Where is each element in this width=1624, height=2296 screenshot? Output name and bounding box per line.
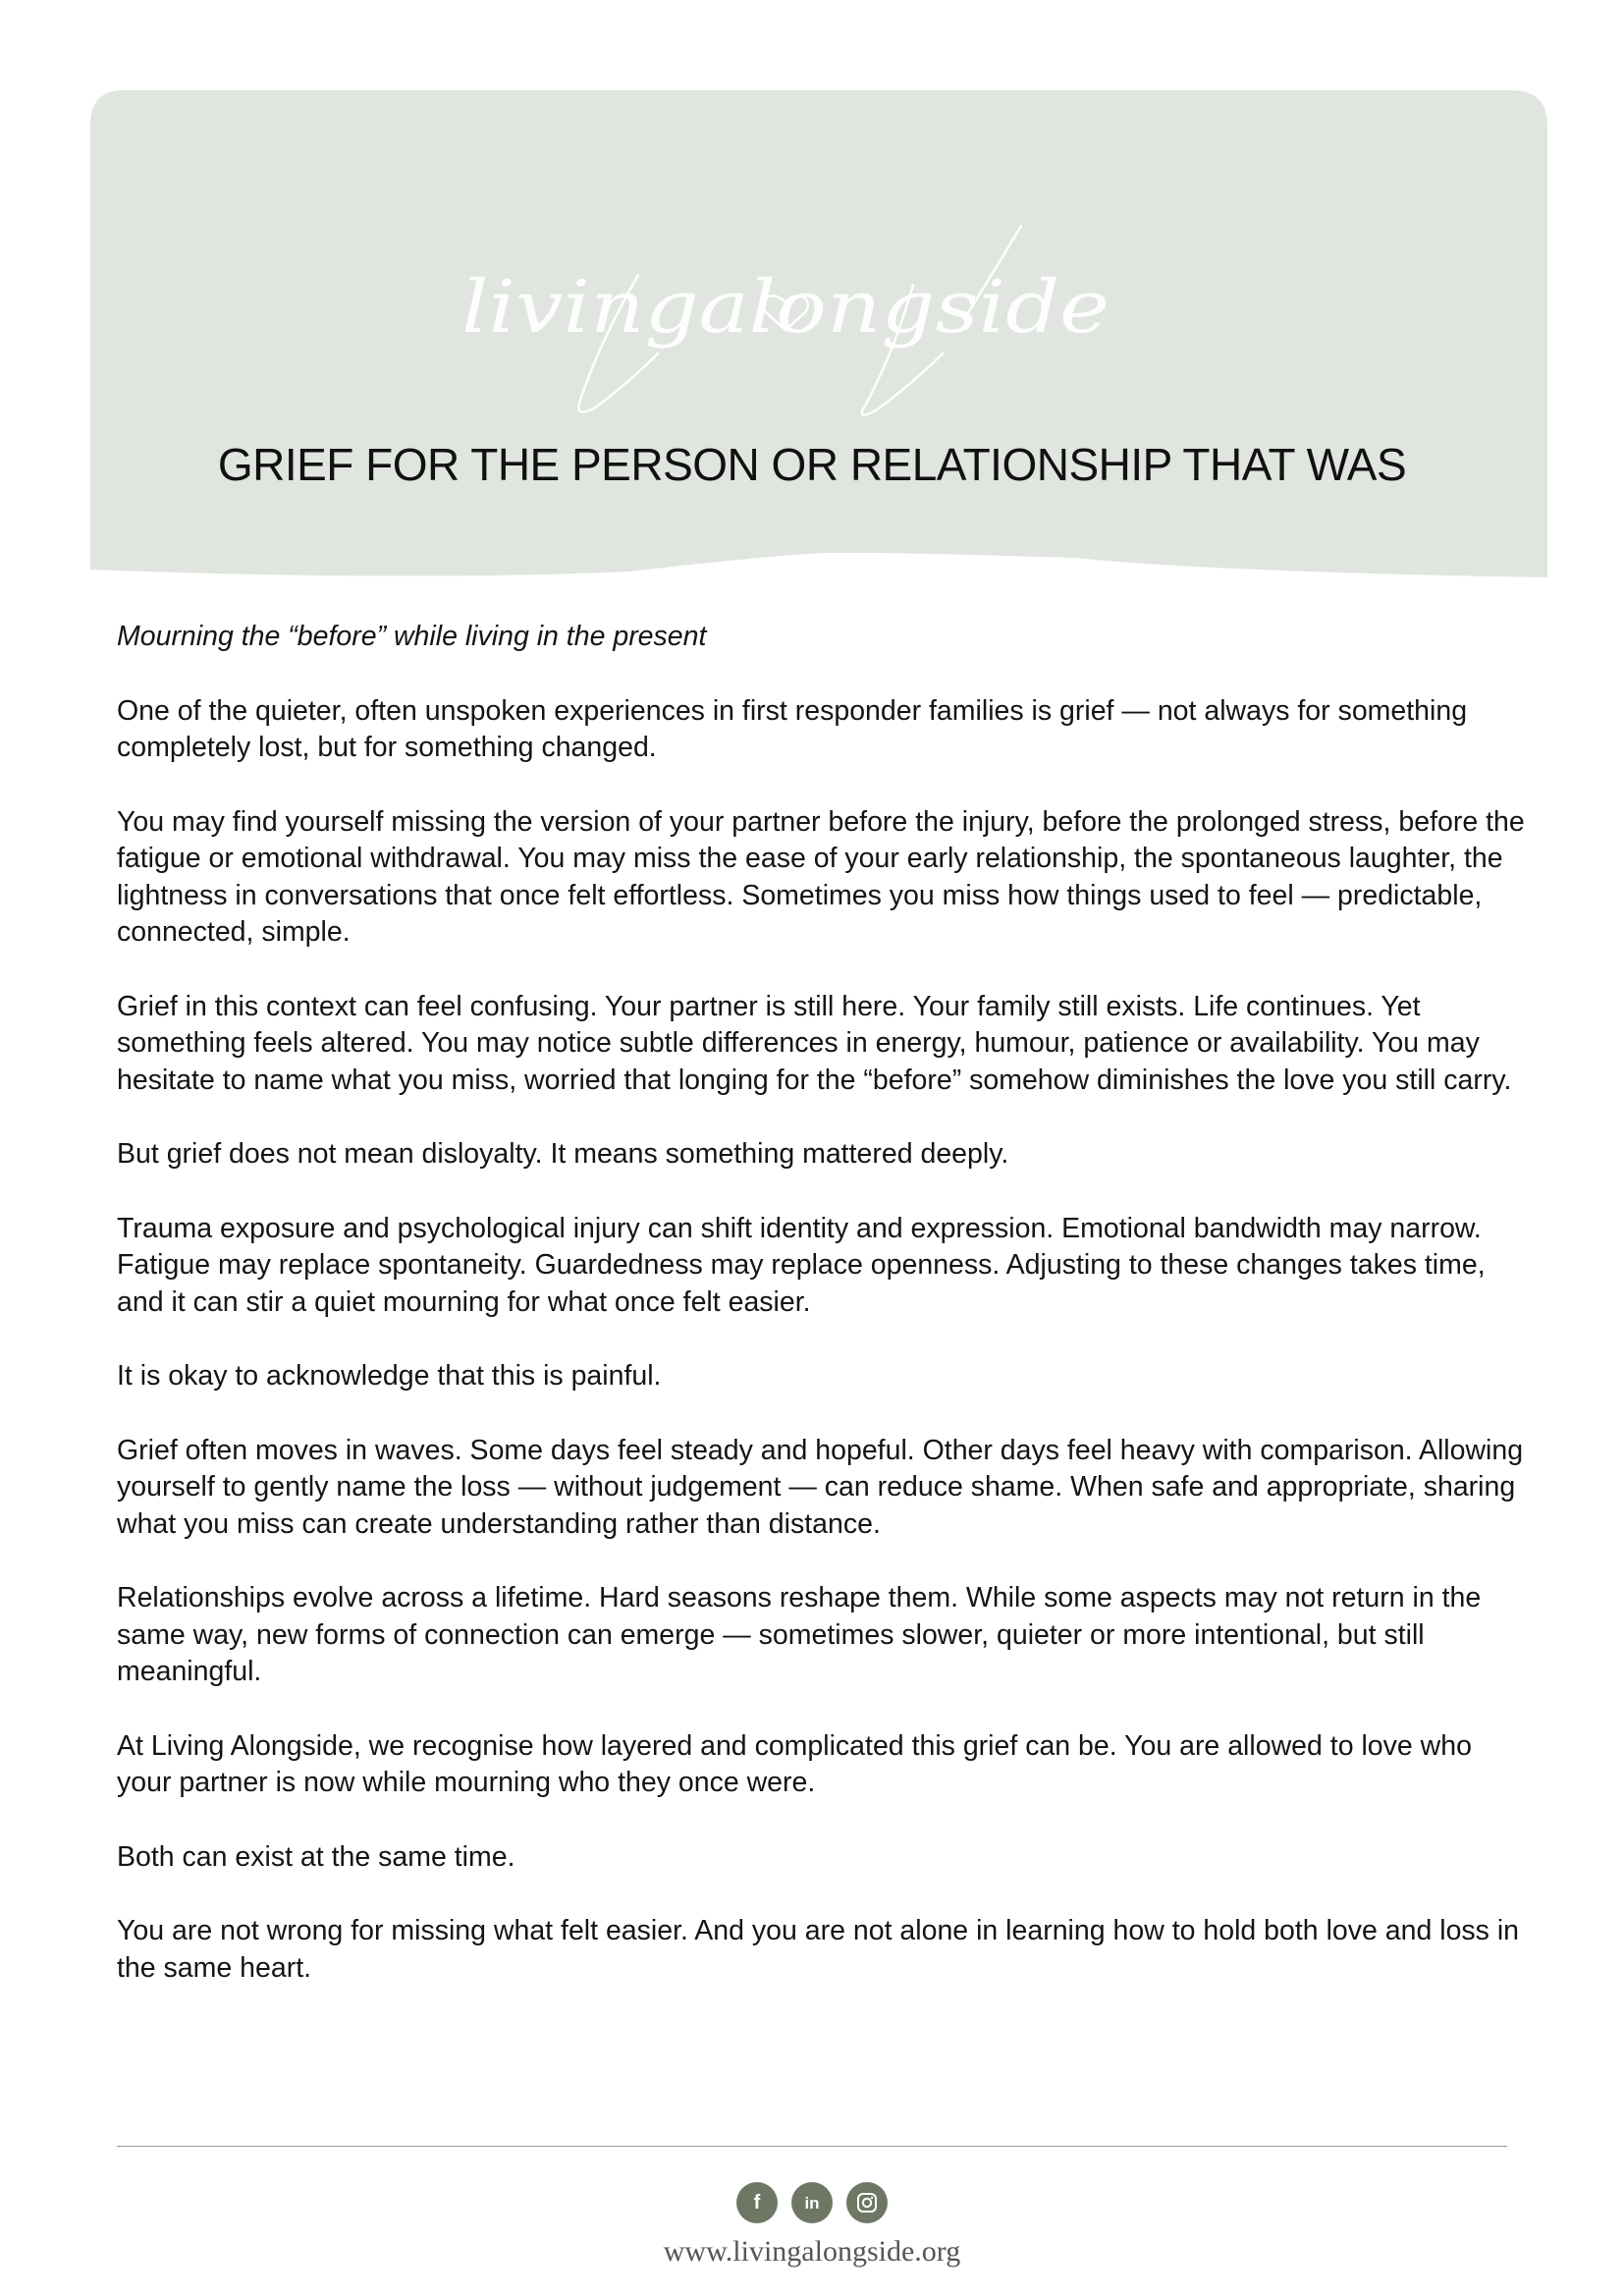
footer-divider [117, 2146, 1507, 2147]
paragraph-7: Grief often moves in waves. Some days feel steady and hopeful. Other days feel heavy with comparison. Allowing yourself to gently name the loss — without judgement — can reduce shame. When safe and appropriate, sharing what you miss can create understanding rather than distance. [117, 1434, 1524, 1540]
paragraph-11: You are not wrong for missing what felt easier. And you are not alone in learning how to hold both love and loss in the same heart. [117, 1915, 1520, 1984]
paragraph-3: Grief in this context can feel confusing. Your partner is still here. Your family still exists. Life continues. Yet something feels altered. You may notice subtle differences in energy, humour, patience or availability. You may hesitate to name what you miss, worried that longing for the “before” somehow diminishes the love you still carry. [117, 990, 1512, 1096]
paragraph-6: It is okay to acknowledge that this is painful. [117, 1360, 662, 1392]
paragraph-8: Relationships evolve across a lifetime. Hard seasons reshape them. While some aspects may not return in the same way, new forms of connection can emerge — sometimes slower, quieter or more intentional, but still meaningful. [117, 1582, 1482, 1687]
page-title: GRIEF FOR THE PERSON OR RELATIONSHIP THAT WAS [217, 439, 1407, 490]
logo-text: livingalongside [461, 265, 1110, 350]
paragraph-2: You may find yourself missing the version of your partner before the injury, before the prolonged stress, before the fatigue or emotional withdrawal. You may miss the ease of your early relationship, the spontaneous laughter, the lightness in conversations that once felt effortless. Sometimes you miss how things used to feel — predictable, connected, simple. [117, 805, 1525, 948]
instagram-icon[interactable] [846, 2182, 888, 2223]
website-link[interactable]: www.livingalongside.org [663, 2235, 961, 2268]
paragraph-5: Trauma exposure and psychological injury can shift identity and expression. Emotional bandwidth may narrow. Fatigue may replace spontaneity. Guardedness may replace openness. Adjusting to these changes takes time, and it can stir a quiet mourning for what once felt easier. [117, 1212, 1486, 1318]
article-subtitle: Mourning the “before” while living in the present [117, 621, 707, 652]
logo [432, 216, 1139, 422]
paragraph-4: But grief does not mean disloyalty. It means something mattered deeply. [117, 1138, 1009, 1170]
facebook-icon[interactable]: f [736, 2182, 778, 2223]
social-links [0, 2182, 1624, 2223]
paragraph-9: At Living Alongside, we recognise how layered and complicated this grief can be. You are allowed to love who your partner is now while mourning who they once were. [117, 1729, 1472, 1798]
paragraph-1: One of the quieter, often unspoken experiences in first responder families is grief — not always for something completely lost, but for something changed. [117, 694, 1468, 763]
paragraph-10: Both can exist at the same time. [117, 1840, 515, 1873]
linkedin-icon[interactable]: in [791, 2182, 833, 2223]
article-body [117, 619, 1531, 2024]
